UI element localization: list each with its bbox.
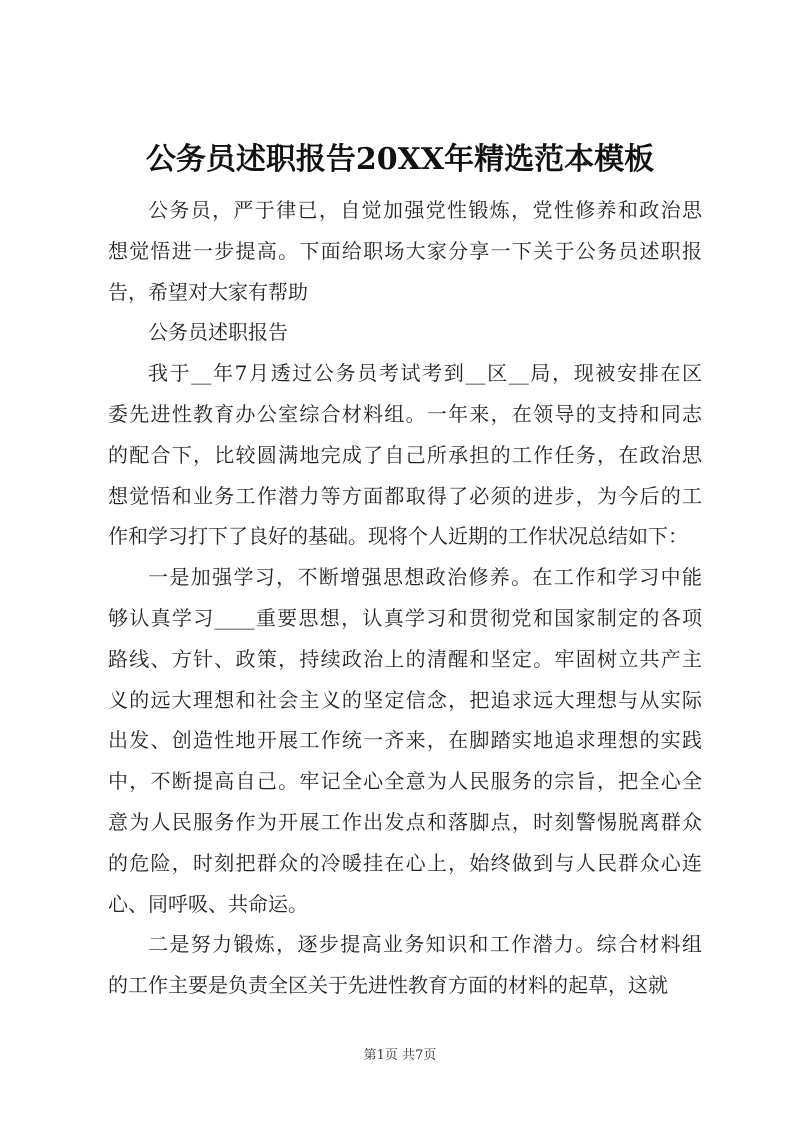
text-line: 中，不断提高自己。牢记全心全意为人民服务的宗旨，把全心全 (108, 769, 702, 794)
paragraph (108, 190, 702, 312)
paragraph (108, 353, 702, 557)
text-line: 意为人民服务作为开展工作出发点和落脚点，时刻警惕脱离群众 (108, 809, 702, 834)
paragraph (108, 557, 702, 924)
text-line: 公务员，严于律已，自觉加强党性锻炼，党性修养和政治思 (148, 198, 702, 222)
document-body (108, 190, 702, 1006)
page-footer: 第1页 共7页 (363, 1048, 437, 1063)
document-title: 公务员述职报告20XX年精选范本模板 (145, 142, 655, 177)
text-line: 义的远大理想和社会主义的坚定信念，把追求远大理想与从实际 (108, 687, 702, 712)
text-line: 我于__年7月透过公务员考试考到__区__局，现被安排在区 (148, 361, 702, 386)
paragraph (108, 924, 702, 1006)
text-line: 公务员述职报告 (148, 320, 288, 345)
text-line: 委先进性教育办公室综合材料组。一年来，在领导的支持和同志 (108, 401, 702, 426)
text-line: 一是加强学习，不断增强思想政治修养。在工作和学习中能 (148, 565, 702, 590)
text-line: 的工作主要是负责全区关于先进性教育方面的材料的起草，这就 (108, 973, 668, 998)
text-line: 出发、创造性地开展工作统一齐来，在脚踏实地追求理想的实践 (108, 728, 702, 753)
text-line: 心、同呼吸、共命运。 (108, 891, 308, 916)
text-line: 够认真学习____重要思想，认真学习和贯彻党和国家制定的各项 (108, 605, 702, 630)
text-line: 告，希望对大家有帮助 (108, 279, 308, 304)
text-line: 想觉悟和业务工作潜力等方面都取得了必须的进步，为今后的工 (108, 483, 702, 508)
text-line: 想觉悟进一步提高。下面给职场大家分享一下关于公务员述职报 (108, 238, 702, 263)
text-line: 路线、方针、政策，持续政治上的清醒和坚定。牢固树立共产主 (108, 646, 702, 671)
paragraph (108, 312, 702, 353)
text-line: 的危险，时刻把群众的冷暖挂在心上，始终做到与人民群众心连 (108, 850, 702, 875)
text-line: 二是努力锻炼，逐步提高业务知识和工作潜力。综合材料组 (148, 932, 702, 957)
text-line: 作和学习打下了良好的基础。现将个人近期的工作状况总结如下： (108, 524, 688, 549)
text-line: 的配合下，比较圆满地完成了自己所承担的工作任务，在政治思 (108, 442, 702, 467)
